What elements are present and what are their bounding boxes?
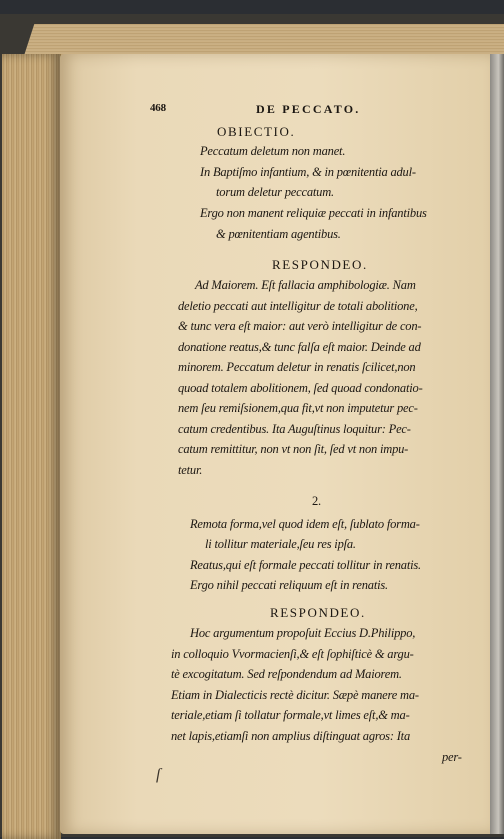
text-line: Ergo non manent reliquiæ peccati in infantibus xyxy=(200,206,427,220)
text-line: torum deletur peccatum. xyxy=(216,185,334,199)
text-line: tetur. xyxy=(178,463,203,477)
text-line: catum remittitur, non vt non ſit, ſed vt non impu- xyxy=(178,442,409,456)
book-page xyxy=(60,54,490,834)
obiectio-heading: OBIECTIO. xyxy=(217,124,296,139)
text-line: Ad Maiorem. Eſt fallacia amphibologiæ. Nam xyxy=(195,278,416,292)
text-line: Ergo nihil peccati reliquum eſt in renatis. xyxy=(190,578,388,592)
respondeo-heading: RESPONDEO. xyxy=(272,257,368,272)
text-line: teriale,etiam ſi tollatur formale,vt limes eſt,& ma- xyxy=(171,708,410,722)
text-line: li tollitur materiale,ſeu res ipſa. xyxy=(205,537,356,551)
text-line: donatione reatus,& tunc falſa eſt maior. Deinde ad xyxy=(178,340,421,354)
text-line: Peccatum deletum non manet. xyxy=(200,144,346,158)
text-line: deletio peccati aut intelligitur de totali abolitione, xyxy=(178,299,418,313)
catchword: per- xyxy=(442,750,462,764)
text-line: & tunc vera eſt maior: aut verò intelligitur de con- xyxy=(178,319,422,333)
text-line: nem ſeu remiſsionem,qua fit,vt non imputetur pec- xyxy=(178,401,418,415)
text-line: Hoc argumentum propoſuit Eccius D.Philippo, xyxy=(190,626,416,640)
text-line: minorem. Peccatum deletur in renatis ſcilicet,non xyxy=(178,360,416,374)
text-line: & pœnitentiam agentibus. xyxy=(216,227,341,241)
respondeo-heading: RESPONDEO. xyxy=(270,605,366,620)
page-number: 468 xyxy=(150,102,166,114)
ink-mark: ſ xyxy=(156,766,161,783)
book xyxy=(0,14,504,837)
text-line: Reatus,qui eſt formale peccati tollitur in renatis. xyxy=(190,558,421,572)
binding-gutter xyxy=(490,54,504,834)
page-fore-edge xyxy=(2,54,61,839)
text-line: catum credentibus. Ita Auguſtinus loquitur: Pec- xyxy=(178,422,411,436)
text-line: quoad totalem abolitionem, ſed quoad condonatio- xyxy=(178,381,423,395)
text-line: tè excogitatum. Sed reſpondendum ad Maiorem. xyxy=(171,667,402,681)
page-text xyxy=(60,54,490,834)
text-line: in colloquio Vvormacienſi,& eſt ſophiſticè & argu- xyxy=(171,647,414,661)
text-line: Etiam in Dialecticis rectè dicitur. Sæpè manere ma- xyxy=(171,688,419,702)
running-head: DE PECCATO. xyxy=(256,102,361,116)
text-line: net lapis,etiamſi non amplius diſtinguat agros: Ita xyxy=(171,729,410,743)
text-line: Remota forma,vel quod idem eſt, ſublato forma- xyxy=(190,517,420,531)
text-line: In Baptiſmo infantium, & in pœnitentia adul- xyxy=(200,165,416,179)
argument-number: 2. xyxy=(312,494,321,508)
